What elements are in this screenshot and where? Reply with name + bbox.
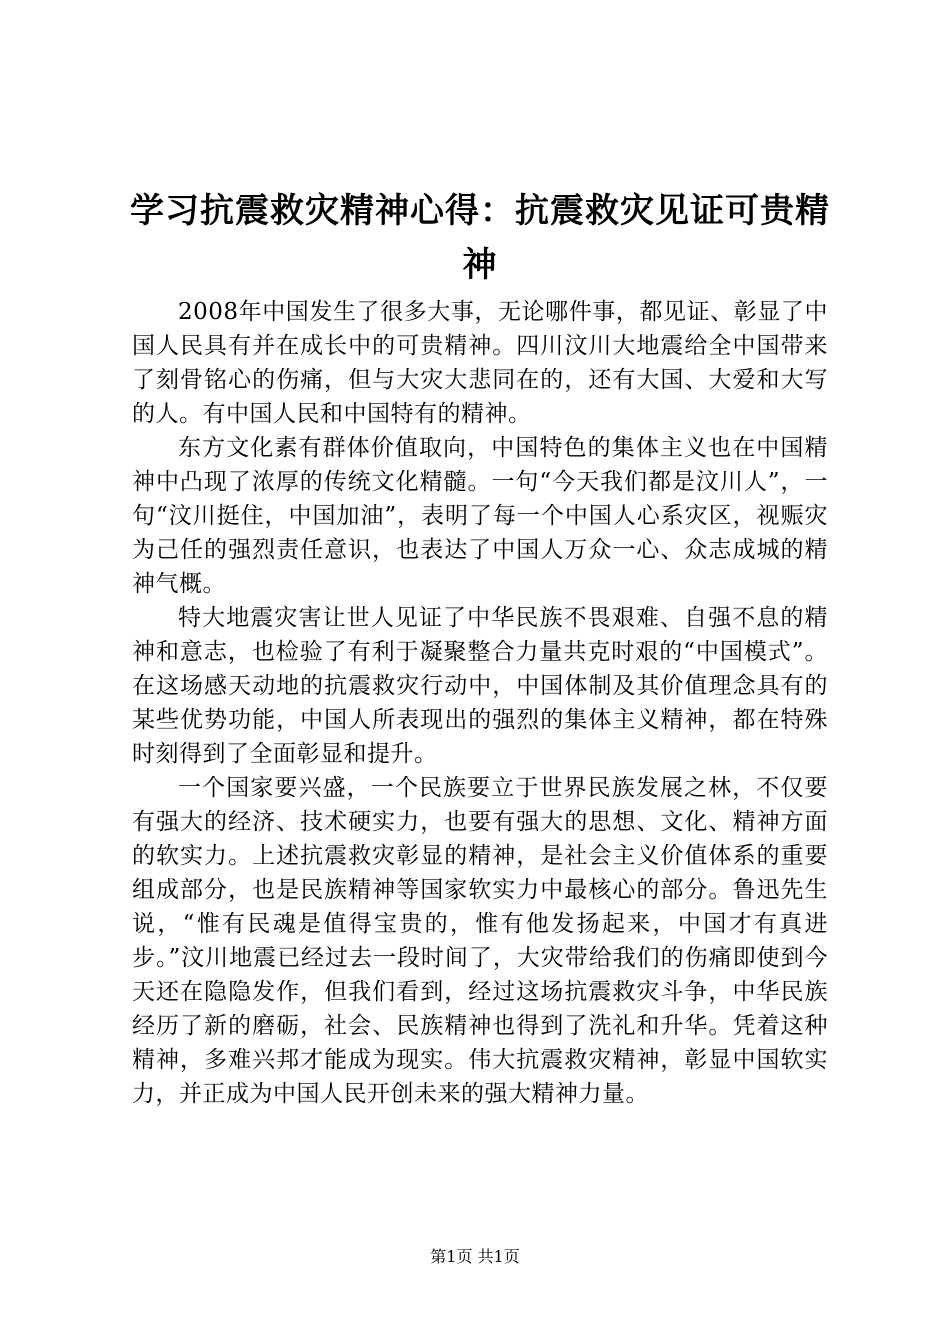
document-title: 学习抗震救灾精神心得：抗震救灾见证可贵精神 — [130, 191, 830, 285]
paragraph-1: 2008年中国发生了很多大事，无论哪件事，都见证、彰显了中国人民具有并在成长中的可贵精神。四川汶川大地震给全中国带来了刻骨铭心的伤痛，但与大灾大悲同在的，还有大国、大爱和大写的人。有中国人民和中国特有的精神。 — [132, 299, 828, 427]
paragraph-3: 特大地震灾害让世人见证了中华民族不畏艰难、自强不息的精神和意志，也检验了有利于凝聚整合力量共克时艰的“中国模式”。在这场感天动地的抗震救灾行动中，中国体制及其价值理念具有的某些优势功能，中国人所表现出的强烈的集体主义精神，都在特殊时刻得到了全面彰显和提升。 — [132, 605, 828, 767]
document-body — [132, 295, 828, 1111]
page-footer: 第1页 共1页 — [430, 1247, 520, 1266]
paragraph-2: 东方文化素有群体价值取向，中国特色的集体主义也在中国精神中凸现了浓厚的传统文化精髓。一句“今天我们都是汶川人”，一句“汶川挺住，中国加油”，表明了每一个中国人心系灾区，视赈灾为己任的强烈责任意识，也表达了中国人万众一心、众志成城的精神气概。 — [132, 435, 828, 597]
paragraph-4: 一个国家要兴盛，一个民族要立于世界民族发展之林，不仅要有强大的经济、技术硬实力，也要有强大的思想、文化、精神方面的软实力。上述抗震救灾彰显的精神，是社会主义价值体系的重要组成部分，也是民族精神等国家软实力中最核心的部分。鲁迅先生说，“惟有民魂是值得宝贵的，惟有他发扬起来，中国才有真进步。”汶川地震已经过去一段时间了，大灾带给我们的伤痛即使到今天还在隐隐发作，但我们看到，经过这场抗震救灾斗争，中华民族经历了新的磨砺，社会、民族精神也得到了洗礼和升华。凭着这种精神，多难兴邦才能成为现实。伟大抗震救灾精神，彰显中国软实力，并正成为中国人民开创未来的强大精神力量。 — [132, 775, 828, 1107]
